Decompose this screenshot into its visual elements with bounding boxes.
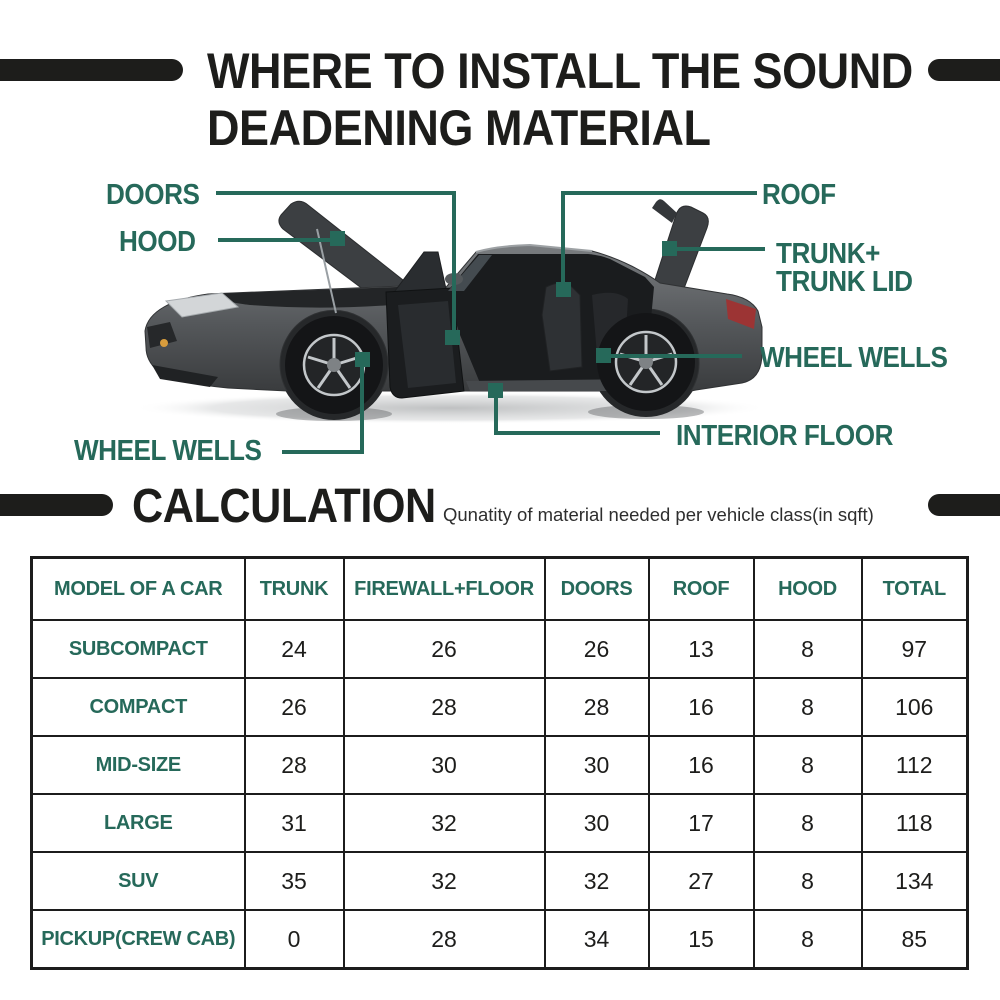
calculation-subtitle: Qunatity of material needed per vehicle class(in sqft) <box>443 504 874 525</box>
value-cell: 32 <box>344 794 545 852</box>
value-cell: 28 <box>545 678 649 736</box>
wheel-wells-right-leader-line <box>608 354 742 358</box>
value-cell: 8 <box>754 910 862 969</box>
value-cell: 31 <box>245 794 344 852</box>
table-row-pickup <box>32 910 968 969</box>
value-cell: 26 <box>545 620 649 678</box>
value-cell: 26 <box>344 620 545 678</box>
label-hood: HOOD <box>119 226 196 258</box>
wheel-wells-left-leader-line-vertical <box>360 366 364 454</box>
rear-wheel <box>597 313 695 411</box>
label-trunk-line1: TRUNK+ <box>776 238 880 270</box>
hood-leader-line <box>218 238 333 242</box>
value-cell: 106 <box>862 678 968 736</box>
doors-marker <box>445 330 460 345</box>
label-roof: ROOF <box>762 179 836 211</box>
roof-leader-line <box>565 191 757 195</box>
value-cell: 16 <box>649 736 754 794</box>
value-cell: 28 <box>245 736 344 794</box>
interior-floor-leader-line <box>494 431 660 435</box>
value-cell: 118 <box>862 794 968 852</box>
value-cell: 8 <box>754 794 862 852</box>
col-doors: DOORS <box>545 558 649 621</box>
title-left-bar <box>0 59 183 81</box>
wheel-wells-left-leader-line <box>282 450 364 454</box>
label-interior-floor: INTERIOR FLOOR <box>676 420 893 452</box>
value-cell: 24 <box>245 620 344 678</box>
value-cell: 35 <box>245 852 344 910</box>
value-cell: 0 <box>245 910 344 969</box>
value-cell: 8 <box>754 852 862 910</box>
col-hood: HOOD <box>754 558 862 621</box>
model-cell: COMPACT <box>32 678 245 736</box>
calculation-heading: CALCULATION <box>132 480 436 533</box>
value-cell: 8 <box>754 678 862 736</box>
wheel-wells-left-marker <box>355 352 370 367</box>
value-cell: 28 <box>344 678 545 736</box>
doors-leader-line <box>216 191 456 195</box>
model-cell: SUV <box>32 852 245 910</box>
table-row-compact <box>32 678 968 736</box>
value-cell: 8 <box>754 620 862 678</box>
value-cell: 30 <box>545 736 649 794</box>
value-cell: 32 <box>344 852 545 910</box>
page-title-line1: WHERE TO INSTALL THE SOUND <box>207 43 913 99</box>
fog-light <box>160 339 168 347</box>
table-row-subcompact <box>32 620 968 678</box>
value-cell: 28 <box>344 910 545 969</box>
col-model: MODEL OF A CAR <box>32 558 245 621</box>
calc-right-bar <box>928 494 1000 516</box>
hood-marker <box>330 231 345 246</box>
value-cell: 85 <box>862 910 968 969</box>
roof-leader-line-vertical <box>561 191 565 289</box>
car-illustration <box>130 195 770 435</box>
doors-leader-line-vertical <box>452 191 456 334</box>
title-right-bar <box>928 59 1000 81</box>
page-title-line2: DEADENING MATERIAL <box>207 100 711 156</box>
label-doors: DOORS <box>106 179 200 211</box>
value-cell: 26 <box>245 678 344 736</box>
value-cell: 34 <box>545 910 649 969</box>
value-cell: 17 <box>649 794 754 852</box>
value-cell: 15 <box>649 910 754 969</box>
value-cell: 8 <box>754 736 862 794</box>
value-cell: 112 <box>862 736 968 794</box>
label-trunk-line2: TRUNK LID <box>776 266 913 298</box>
value-cell: 134 <box>862 852 968 910</box>
col-firewall-floor: FIREWALL+FLOOR <box>344 558 545 621</box>
value-cell: 16 <box>649 678 754 736</box>
table-row-mid-size <box>32 736 968 794</box>
calculation-table <box>30 556 969 970</box>
table-row-large <box>32 794 968 852</box>
car-image <box>130 195 770 435</box>
trunk-leader-line <box>675 247 765 251</box>
value-cell: 27 <box>649 852 754 910</box>
value-cell: 30 <box>344 736 545 794</box>
table-row-suv <box>32 852 968 910</box>
label-wheel-wells-left: WHEEL WELLS <box>74 435 262 467</box>
value-cell: 32 <box>545 852 649 910</box>
table-header-row <box>32 558 968 621</box>
model-cell: PICKUP(CREW CAB) <box>32 910 245 969</box>
model-cell: SUBCOMPACT <box>32 620 245 678</box>
value-cell: 97 <box>862 620 968 678</box>
col-roof: ROOF <box>649 558 754 621</box>
value-cell: 30 <box>545 794 649 852</box>
roof-marker <box>556 282 571 297</box>
col-total: TOTAL <box>862 558 968 621</box>
interior-floor-leader-line-vertical <box>494 396 498 435</box>
label-wheel-wells-right: WHEEL WELLS <box>760 342 948 374</box>
value-cell: 13 <box>649 620 754 678</box>
model-cell: MID-SIZE <box>32 736 245 794</box>
calc-left-bar <box>0 494 113 516</box>
col-trunk: TRUNK <box>245 558 344 621</box>
model-cell: LARGE <box>32 794 245 852</box>
